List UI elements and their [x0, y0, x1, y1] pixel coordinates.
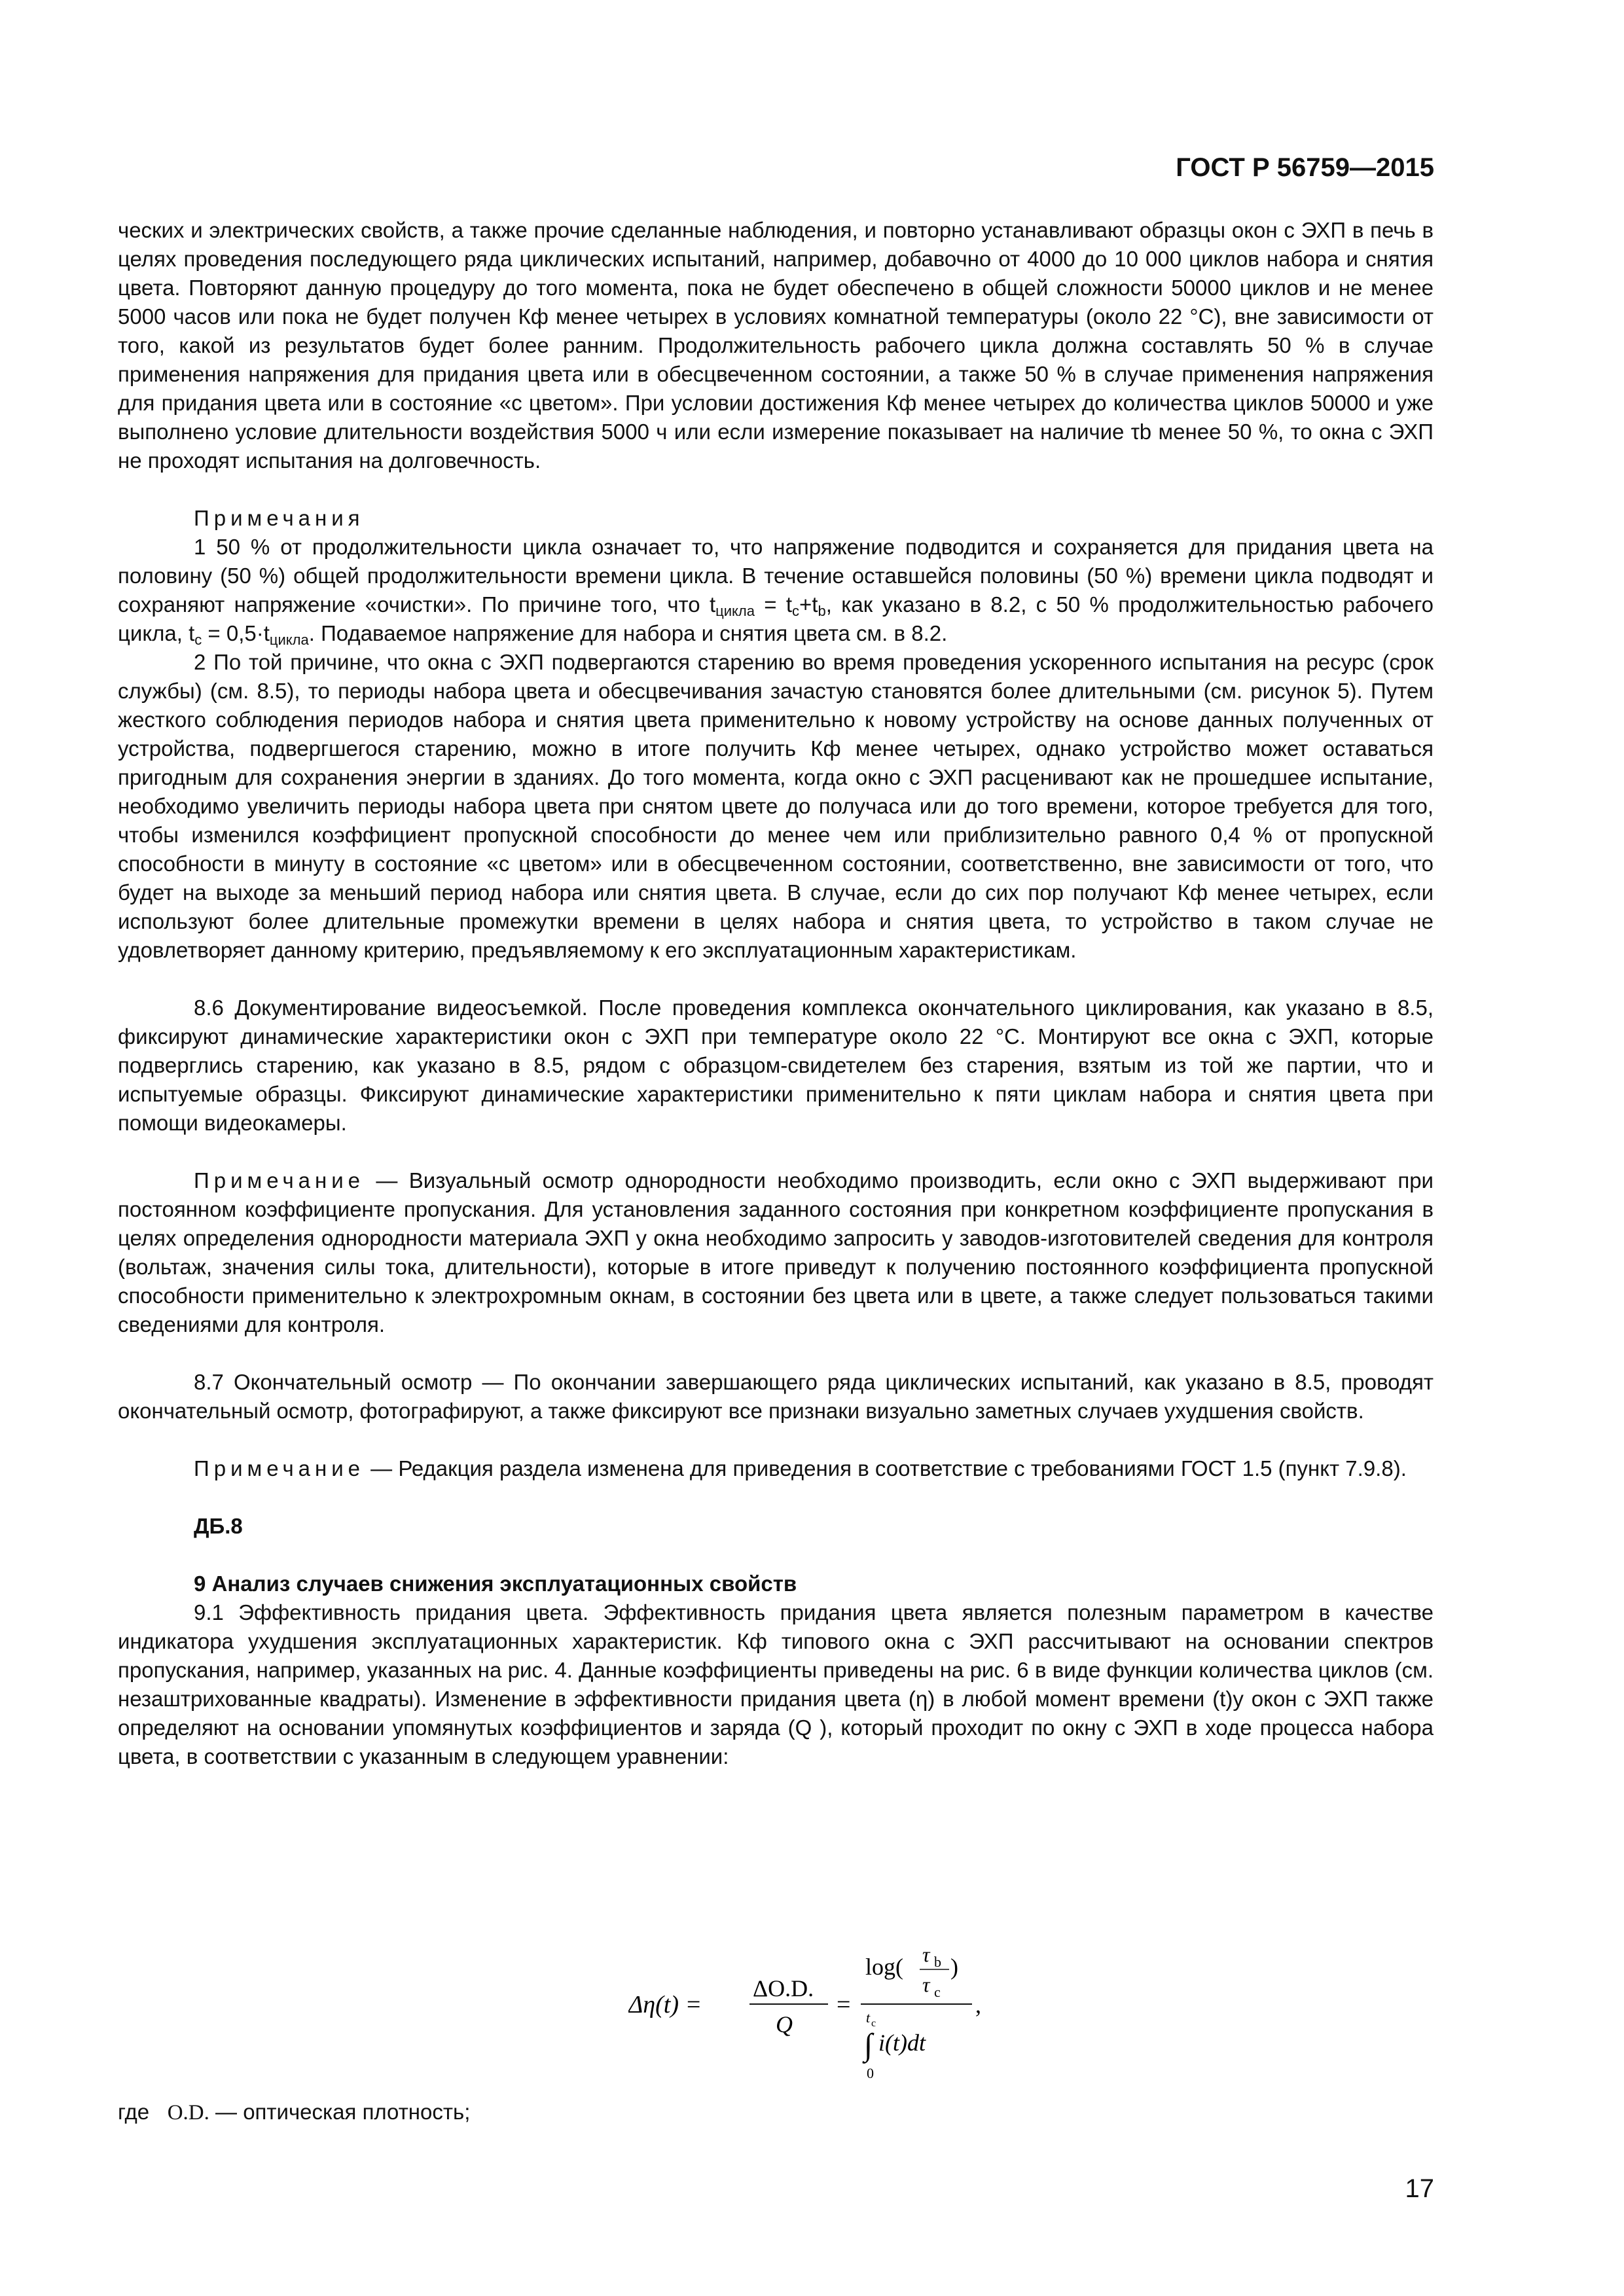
formula-int-lower: 0 [867, 2065, 874, 2081]
where-text: — оптическая плотность; [209, 2100, 471, 2124]
where-line [118, 2098, 470, 2127]
formula-tau-c-sub: c [934, 1984, 941, 2000]
paragraph-8-7: 8.7 Окончательный осмотр — По окончании завершающего ряда циклических испытаний, как указано в 8.5, проводят окончательный осмотр, фотографируют, а также фиксируют все признаки визуально заметных случаев ухудшения свойств. [118, 1370, 1434, 1423]
note-2: 2 По той причине, что окна с ЭХП подвергаются старению во время проведения ускоренного испытания на ресурс (срок службы) (см. 8.5), то периоды набора цвета и обесцвечивания зачастую становятся более длительными (см. рисунок 5). Путем жесткого соблюдения периодов набора и снятия цвета применительно к новому устройству на основе данных полученных от устройства, подвергшегося старению, можно в итоге получить Кф менее четырех, однако устройство может оставаться пригодным для сохранения энергии в зданиях. До того момента, когда окно с ЭХП расценивают как не прошедшее испытание, необходимо увеличить периоды набора цвета при снятом цвете до получаса или до того времени, которое требуется для того, чтобы изменился коэффициент пропускной способности до менее чем или приблизительно равного 0,4 % от пропускной способности в минуту в состояние «с цветом» или в обесцвеченном состоянии, соответственно, вне зависимости от того, что будет на выходе за меньший период набора или снятия цвета. В случае, если до сих пор получают Кф менее четырех, если используют более длительные промежутки времени в целях набора и снятия цвета, то устройство в таком случае не удовлетворяет данному критерию, предъявляемому к его эксплуатационным характеристикам. [118, 650, 1434, 962]
formula-tau-b: τ [922, 1943, 930, 1966]
formula-den1: Q [776, 2011, 793, 2037]
formula-tau-b-sub: b [934, 1954, 941, 1970]
note-8-7: Примечание — Редакция раздела изменена для приведения в соответствие с требованиями ГОСТ 1.5 (пункт 7.9.8). [194, 1456, 1407, 1480]
formula-close: ) [950, 1954, 958, 1980]
document-header: ГОСТ Р 56759—2015 [1176, 153, 1434, 182]
section-db8: ДБ.8 [194, 1514, 243, 1538]
paragraph-continuation: ческих и электрических свойств, а также прочие сделанные наблюдения, и повторно устанавливают образцы окон с ЭХП в печь в целях проведения последующего ряда циклических испытаний, например, добавочно от 4000 до 10 000 циклов набора и снятия цвета. Повторяют данную процедуру до того момента, пока не будет обеспечено в общей сложности 50000 циклов и не менее 5000 часов или пока не будет получен Кф менее четырех в условиях комнатной температуры (около 22 °С), вне зависимости от того, какой из результатов будет более ранним. Продолжительность рабочего цикла должна составлять 50 % в случае применения напряжения для придания цвета или в обесцвеченном состоянии, а также 50 % в случае применения напряжения для придания цвета или в состояние «с цветом». При условии достижения Кф менее четырех до количества циклов 50000 и уже выполнено условие длительности воздействия 5000 ч или если измерение показывает на наличие τb менее 50 %, то окна с ЭХП не проходят испытания на долговечность. [118, 218, 1434, 473]
formula-int-body: i(t)dt [878, 2030, 926, 2056]
formula-svg [628, 1921, 995, 2091]
paragraph-9-1: 9.1 Эффективность придания цвета. Эффективность придания цвета является полезным параметром в качестве индикатора ухудшения эксплуатационных характеристик. Кф типового окна с ЭХП рассчитывают на основании спектров пропускания, например, указанных на рис. 4. Данные коэффициенты приведены на рис. 6 в виде функции количества циклов (см. незаштрихованные квадраты). Изменение в эффективности придания цвета (η) в любой момент времени (t)у окон с ЭХП также определяют на основании упомянутых коэффициентов и заряда (Q ), который проходит по окну с ЭХП в ходе процесса набора цвета, в соответствии с указанным в следующем уравнении: [118, 1600, 1434, 1768]
formula-comma: , [975, 1992, 981, 2018]
section-9-title: 9 Анализ случаев снижения эксплуатационных свойств [194, 1571, 797, 1596]
note-8-6: Примечание — Визуальный осмотр однородности необходимо производить, если окно с ЭХП выдерживают при постоянном коэффициенте пропускания. Для установления заданного состояния при конкретном коэффициенте пропускания в целях определения однородности материала ЭХП у окна необходимо запросить у заводов-изготовителей сведения для контроля (вольтаж, значения силы тока, длительности), которые в итоге приведут к получению постоянного коэффициента пропускной способности применительно к электрохромным окнам, в состоянии без цвета или в цвете, а также следует пользоваться такими сведениями для контроля. [118, 1168, 1434, 1336]
formula-num1: ΔO.D. [753, 1975, 814, 2001]
formula-int-upper: t [866, 2009, 871, 2026]
notes-heading: Примечания [194, 506, 365, 530]
formula-eq: = [837, 1991, 851, 2018]
document-body [118, 216, 1434, 1771]
where-symbol: O.D. [167, 2101, 209, 2125]
formula-int-upper-sub: c [871, 2018, 876, 2029]
where-label: где [118, 2100, 150, 2124]
integral-sign: ∫ [864, 2028, 873, 2062]
paragraph-8-6: 8.6 Документирование видеосъемкой. После проведения комплекса окончательного циклирования, как указано в 8.5, фиксируют динамические характеристики окон с ЭХП при температуре около 22 °С. Монтируют все окна с ЭХП, которые подверглись старению, как указано в 8.5, рядом с образцом-свидетелем без старения, взятым из той же партии, что и испытуемые образцы. Фиксируют динамические характеристики применительно к пяти циклам набора и снятия цвета при помощи видеокамеры. [118, 996, 1434, 1135]
formula-tau-c: τ [922, 1973, 930, 1996]
formula-log: log( [865, 1954, 903, 1980]
colour-efficiency-formula [628, 1921, 995, 2091]
note-1: 1 50 % от продолжительности цикла означает то, что напряжение подводится и сохраняется для придания цвета на половину (50 %) общей продолжительности времени цикла. В течение оставшейся половины (50 %) времени цикла подводят и сохраняют напряжение «очистки». По причине того, что $t_{цикла} = t_c+t_b$, как указано в 8.2, с 50 % продолжительностью рабочего цикла, $t_c = 0,5\cdot t_{цикла}$. Подаваемое напряжение для набора и снятия цвета см. в 8.2. [118, 535, 1434, 648]
formula-lhs: Δη(t) = [628, 1991, 702, 2018]
page-number: 17 [1405, 2174, 1434, 2203]
